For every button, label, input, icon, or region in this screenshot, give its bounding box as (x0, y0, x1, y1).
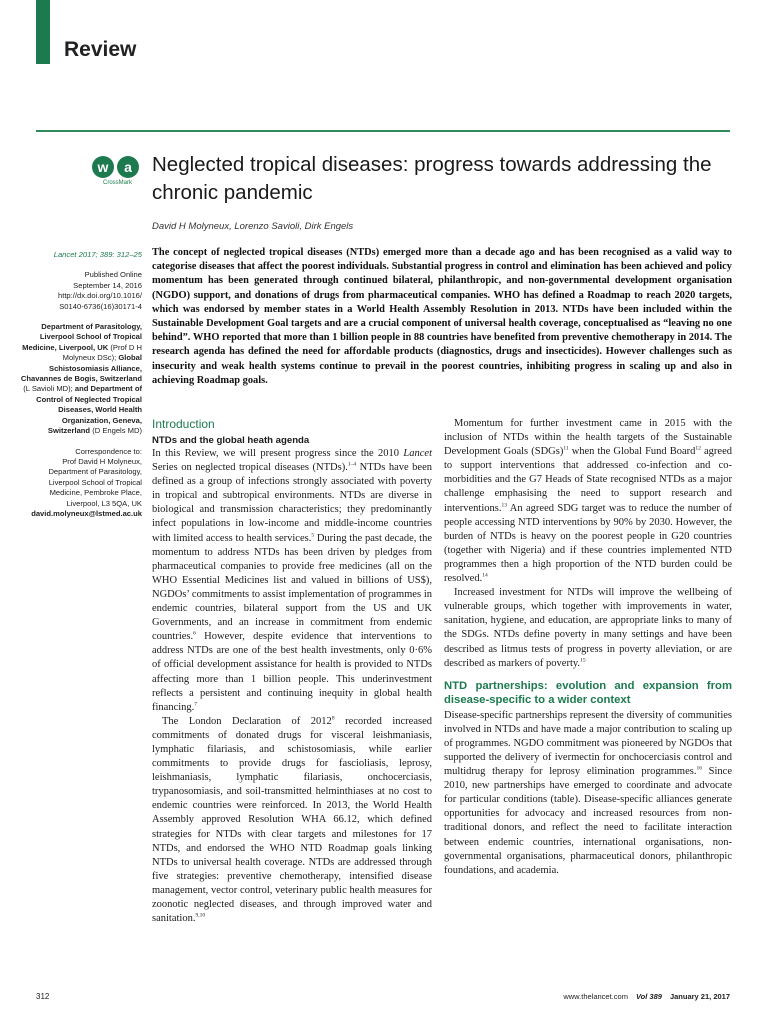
partnerships-heading: NTD partnerships: evolution and expansion from disease-specific to a wider context (444, 679, 732, 706)
body-column-right (444, 417, 732, 878)
paragraph: The London Declaration of 2012$^8$ recorded increased commitments of donated drugs for visceral leishmaniasis, lymphatic filariasis, and schistosomiasis, while earlier commitments to provide drugs for fascioliasis, leprosy, leishmaniasis, lymphatic filariasis, onchocerciasis, trypanosomiasis, and soil-transmitted helminthiases at no cost to endemic countries were reinforced. In 2013, the World Health Assembly approved Resolution WHA 66.12, which defined strategies for NTDs with clear targets and milestones for 17 NTDs, and endorsed the WHO NTD Roadmap goals linking NTDs to universal health coverage. NTDs are addressed through five strategies: preventive chemotherapy, intensified disease management, vector control, veterinary public health measures for zoonotic neglected diseases, and through improved water and sanitation.$^{9,10}$ (152, 715, 432, 925)
crossmark-icon[interactable]: a (117, 156, 139, 178)
paragraph: Increased investment for NTDs will improve the wellbeing of vulnerable groups, which together with improvements in water, sanitation, hygiene, and education, are appropriate links to many of the SDGs. NTDs define poverty in many settings and have been described as litmus tests of progress in poverty alleviation, or are described as markers of poverty.$^{15}$ (444, 587, 732, 669)
section-label: Review (64, 38, 137, 61)
article-title: Neglected tropical diseases: progress towards addressing the chronic pandemic (152, 153, 712, 204)
citation: Lancet 2017; 389: 312–25 (53, 250, 142, 259)
subheading: NTDs and the global heath agenda (152, 435, 310, 446)
doi-link[interactable]: http://dx.doi.org/10.1016/ (57, 291, 142, 301)
article-authors: David H Molyneux, Lorenzo Savioli, Dirk Engels (152, 221, 354, 232)
published-info: Published Online September 14, 2016 http://dx.doi.org/10.1016/ S0140-6736(16)30171-4 (20, 270, 142, 312)
paragraph: Disease-specific partnerships represent the diversity of communities involved in NTDs and have made a major contribution to scaling up of programmes. NGDO commitment was pioneered by NGDOs that supported the delivery of ivermectin for onchocerciasis control and multidrug therapy for leprosy elimination programmes.$^{16}$ Since 2010, new partnerships have emerged to coordinate and advocate for particular conditions (table). Disease-specific alliances generate opportunities for advocacy and increased resources from non-traditional donors, and reflect the need to facilitate interaction between endemic countries, international organisations, non-governmental organisations, pharmaceutical donors, philanthropic foundations, and academia. (444, 709, 732, 876)
volume: Vol 389 (635, 992, 662, 1001)
introduction-heading: Introduction (152, 417, 215, 431)
open-access-w-icon: w (92, 156, 114, 178)
correspondence: Correspondence to: Prof David H Molyneux, Department of Parasitology, Liverpool School of Tropical Medicine, Pembroke Place, Liverpool, L3 5QA, UK david.molyneux@lstmed.ac.uk (31, 446, 142, 518)
paragraph: In this Review, we will present progress since the 2010 Lancet Series on neglected tropical diseases (NTDs).$^{1-4}$ NTDs have been defined as a group of infections strongly associated with poverty in tropical and subtropical environments. NTDs are diverse in biological and transmission characteristics; they predominantly infect populations in low-income and middle-income countries with limited access to health services.$^5$ During the past decade, the momentum to address NTDs has been driven by pledges from pharmaceutical companies to provide free medicines (all on the WHO Essential Medicines list and valued in billions of US$), NGDOs’ commitments to assist implementation of programmes in endemic countries, bilateral support from the US and UK Governments, and an increase in commitment from endemic countries.$^6$ However, despite evidence that interventions to address NTDs are one of the best health investments, only 0·6% of official development assistance for health is provided to NTDs affecting more than 1 billion people. This underinvestment reflects a persistent and continuing inequity in global health financing.$^7$ (152, 448, 432, 713)
issue-date: January 21, 2017 (669, 992, 730, 1001)
site-link[interactable]: www.thelancet.com (563, 992, 628, 1001)
paragraph: Momentum for further investment came in 2015 with the inclusion of NTDs within the health targets of the Sustainable Development Goals (SDGs)$^{11}$ when the Global Fund Board$^{12}$ agreed to support interventions that addressed co-infection and co-morbidities and the G7 Heads of State recognised NTDs as a major challenge emphasising the need to support research and interventions.$^{13}$ An agreed SDG target was to reduce the number of people accessing NTD interventions by 90% by 2030. However, the burden of NTDs is heavy on the poorest people in G20 countries (together with Nigeria) and if these countries implemented NTD programmes then a high proportion of the NTD burden could be resolved.$^{14}$ (444, 418, 732, 585)
abstract: The concept of neglected tropical diseases (NTDs) emerged more than a decade ago and has been recognised as a valid way to categorise diseases that affect the poorest individuals. Substantial progress in control and elimination has been achieved and policy momentum has been generated through continued bilateral, philanthropic, and non-governmental development organisation (NGDO) support, and donations of drugs from pharmaceutical companies. WHO has defined a Roadmap to reach 2020 targets, which was endorsed by member states in a World Health Assembly Resolution in 2013. NTDs have been included within the Sustainable Development Goal targets and are a crucial component of universal health coverage, conceptualised as “leaving no one behind”. WHO reported that more than 1 billion people in 88 countries have benefited from preventive chemotherapy in 2014. The research agenda has defined the need for affordable products (diagnostics, drugs and insecticides). However challenges such as insecurity and weak health systems continue to prevail in the poorest countries, inhibiting progress in scaling up and also in achieving Roadmap goals. (152, 247, 732, 386)
affiliations: Department of Parasitology, Liverpool School of Tropical Medicine, Liverpool, UK (Prof D H Molyneux DSc); Global Schistosomiasis Alliance, Chavannes de Bogis, Switzerland (L Savioli MD); and Department of Control of Neglected Tropical Diseases, World Health Organization, Geneva, Switzerland (D Engels MD) (20, 322, 142, 436)
open-access-icons (92, 156, 142, 190)
sidebar-metadata (20, 250, 142, 519)
header-rule (36, 130, 730, 132)
footer-info (470, 992, 730, 1001)
email-link[interactable]: david.molyneux@lstmed.ac.uk (31, 508, 142, 518)
page-number: 312 (36, 992, 50, 1001)
crossmark-label: CrossMark (103, 180, 133, 186)
body-column-left (152, 417, 432, 926)
header-accent-bar (36, 0, 50, 64)
